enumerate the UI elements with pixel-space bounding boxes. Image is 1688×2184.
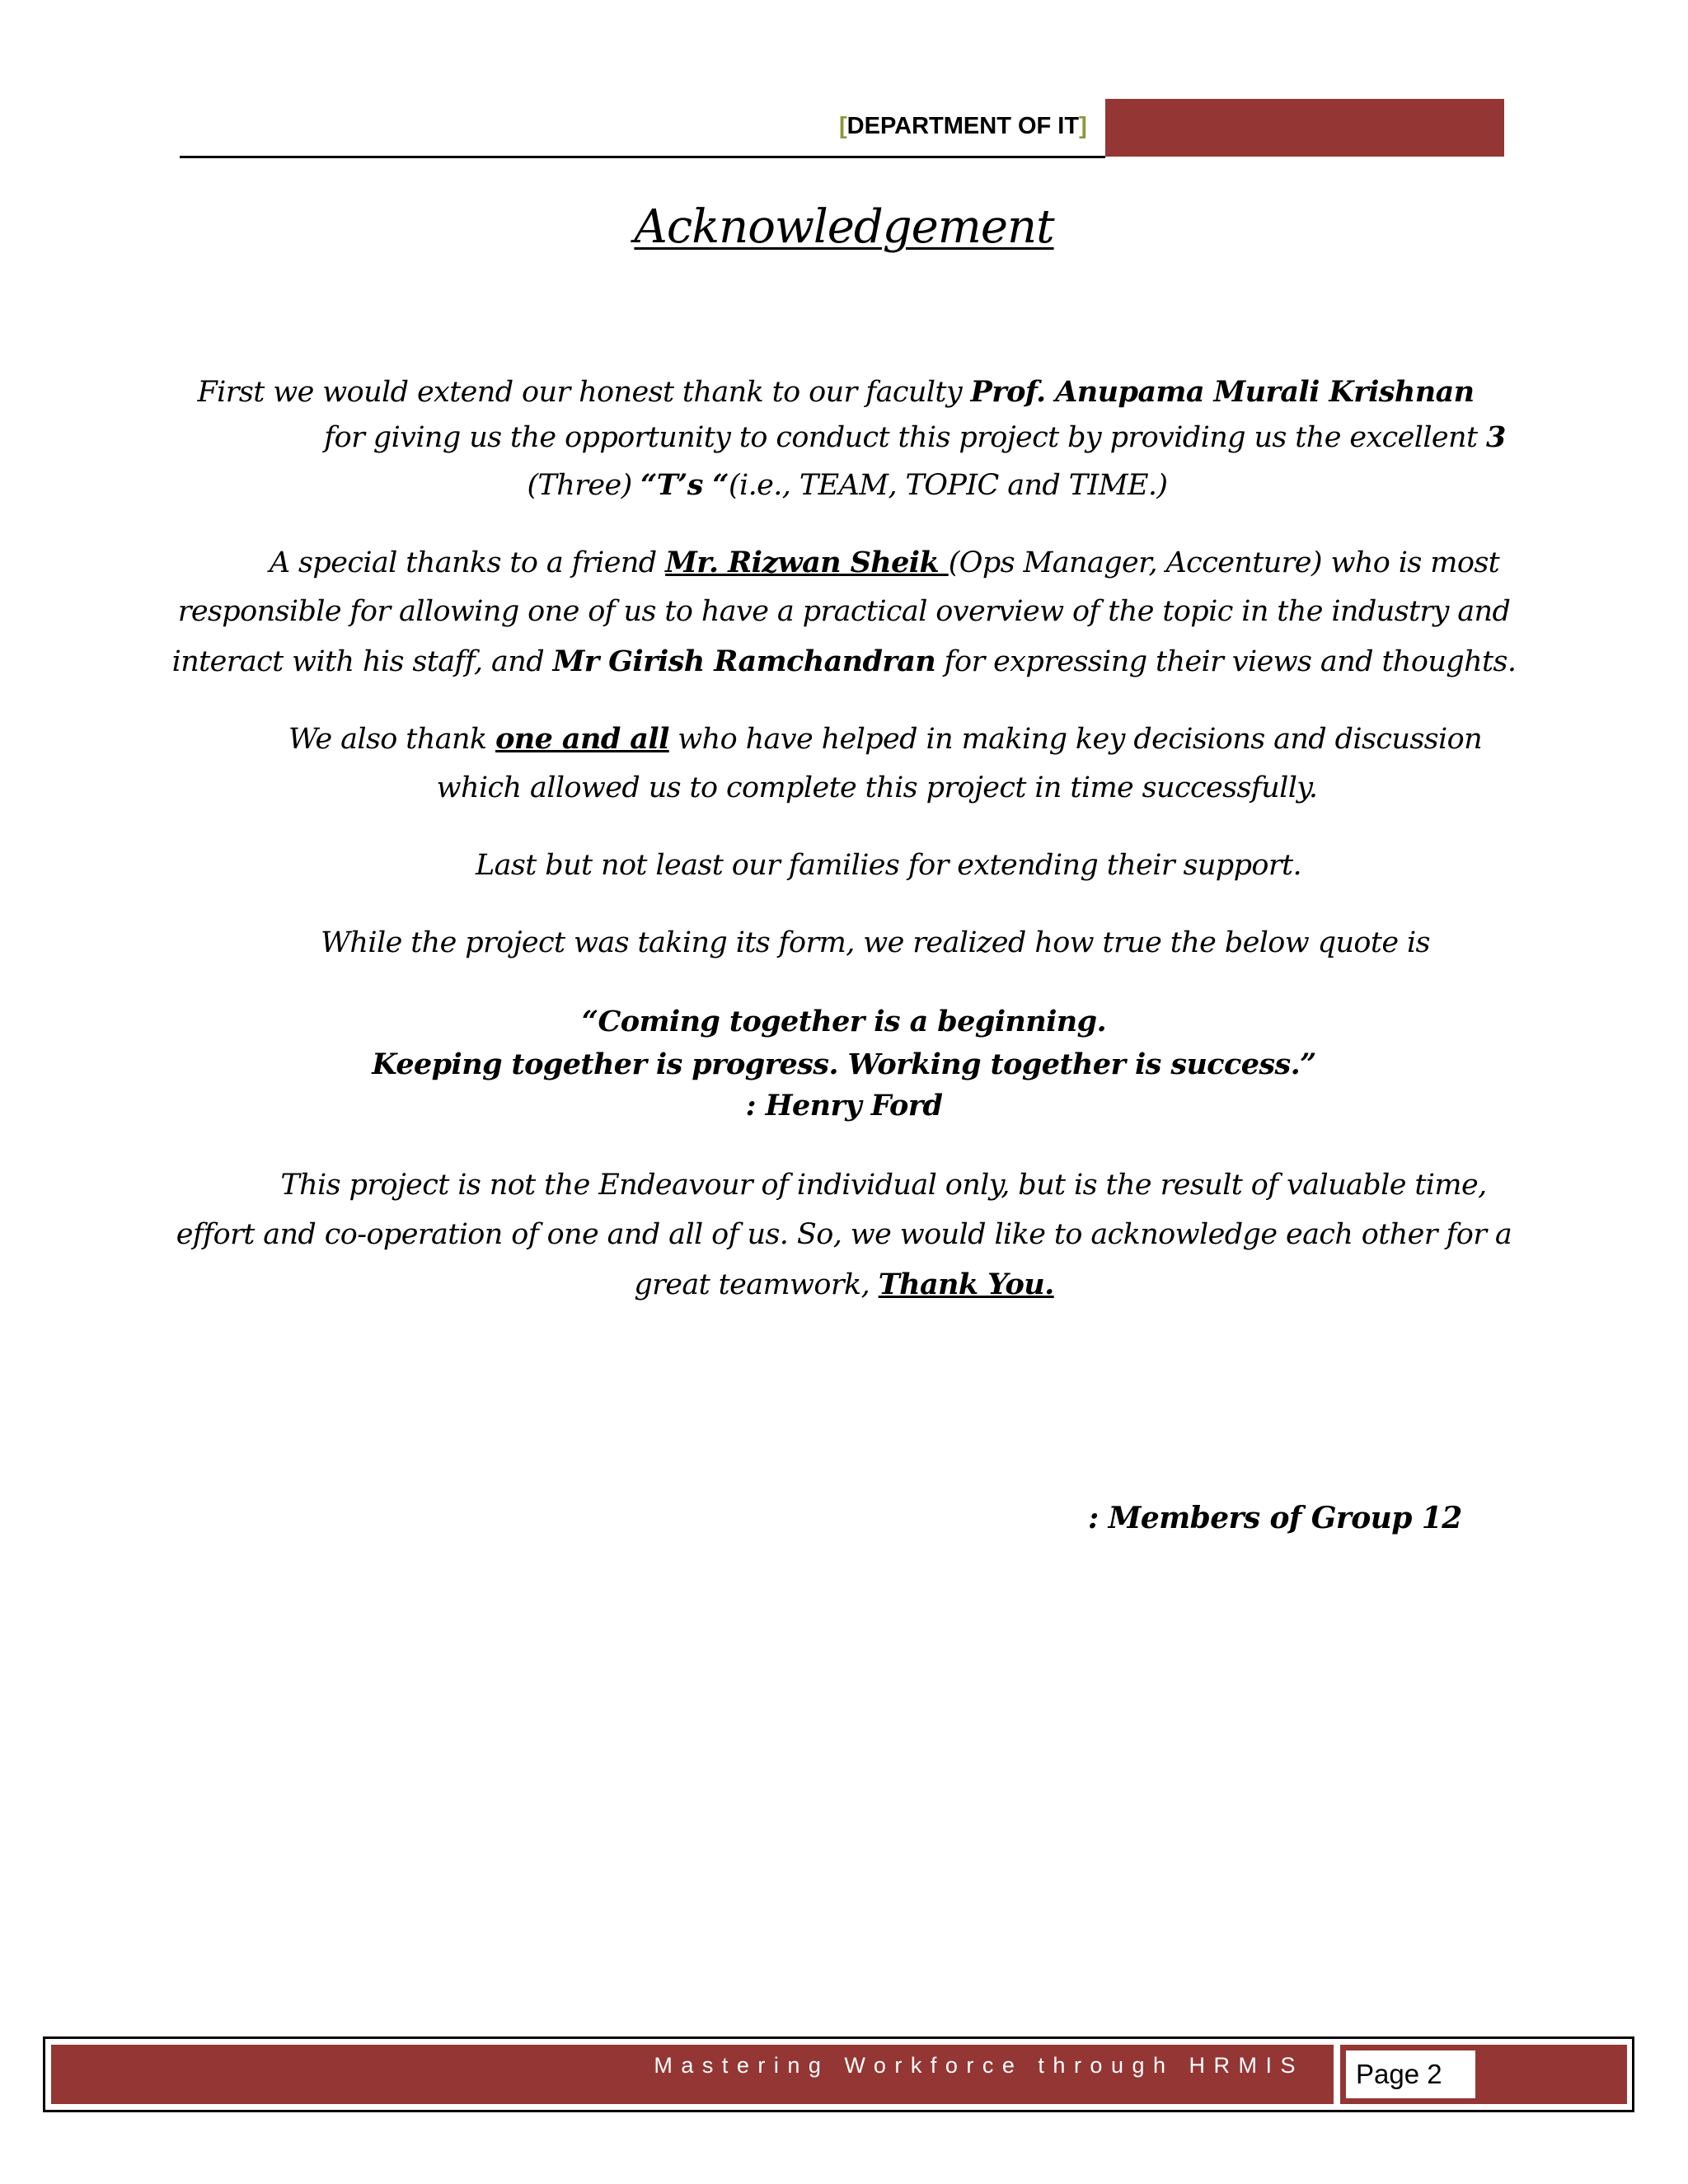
paragraph-line [3, 468, 1688, 502]
quote-line: “Coming together is a beginning. [581, 1005, 1107, 1038]
emphasis-ts: “T’s “ [640, 468, 729, 502]
paragraph-line: This project is not the Endeavour of individual only, but is the result of valuable time, [280, 1169, 1487, 1202]
footer-title: Mastering Workforce through HRMIS [654, 2053, 1304, 2078]
paragraph-line [41, 722, 1688, 756]
text-span: First we would extend our honest thank to our faculty [197, 376, 971, 409]
header-department-text: DEPARTMENT OF IT [846, 113, 1080, 139]
paragraph-line [0, 375, 1680, 409]
quote-author: : Henry Ford [745, 1089, 943, 1122]
page-number: Page 2 [1356, 2059, 1442, 2089]
paragraph-line [71, 420, 1688, 454]
header-bracket-close: ] [1079, 113, 1087, 139]
text-span: (Ops Manager, Accenture) who is most [948, 546, 1500, 579]
paragraph-line: Last but not least our families for extending their support. [476, 849, 1301, 882]
text-span: (Three) [527, 469, 641, 502]
text-span: who have helped in making key decisions and discussion [668, 723, 1483, 756]
thank-you: Thank You. [878, 1268, 1054, 1301]
paragraph-line [40, 546, 1688, 579]
text-span: for expressing their views and thoughts. [935, 645, 1517, 678]
paragraph-line [33, 771, 1688, 804]
quote-line: Keeping together is progress. Working together is success.” [372, 1047, 1316, 1081]
text-span: great teamwork, [634, 1268, 879, 1301]
text-span: A special thanks to a friend [269, 546, 666, 579]
person-name: Mr Girish Ramchandran [552, 644, 936, 678]
paragraph-line: effort and co-operation of one and all of us. So, we would like to acknowledge each other for a [176, 1218, 1512, 1251]
faculty-name: Prof. Anupama Murali Krishnan [970, 375, 1475, 409]
friend-name: Mr. Rizwan Sheik [665, 546, 949, 579]
page-title: Acknowledgement [634, 200, 1054, 254]
paragraph-line: While the project was taking its form, we realized how true the below quote is [321, 926, 1430, 959]
signature: : Members of Group 12 [1088, 1501, 1462, 1535]
paragraph-line [0, 595, 1688, 628]
emphasis-one-and-all: one and all [495, 722, 669, 756]
text-span: responsible for allowing one of us to have a practical overview of the topic in the industry and [177, 595, 1511, 628]
header-accent-bar [1105, 99, 1504, 157]
text-span: We also thank [288, 723, 496, 756]
emphasis-number: 3 [1485, 420, 1506, 454]
header-department-label [839, 112, 1087, 140]
text-span: interact with his staff, and [171, 645, 553, 678]
text-span: which allowed us to complete this project in time successfully. [436, 771, 1318, 804]
paragraph-line [0, 644, 1688, 678]
text-span: (i.e., TEAM, TOPIC and TIME.) [728, 469, 1168, 502]
paragraph-line [0, 1268, 1688, 1301]
header-bracket-open: [ [839, 113, 847, 139]
text-span: for giving us the opportunity to conduct this project by providing us the excellent [324, 421, 1486, 454]
header-rule [180, 156, 1105, 158]
